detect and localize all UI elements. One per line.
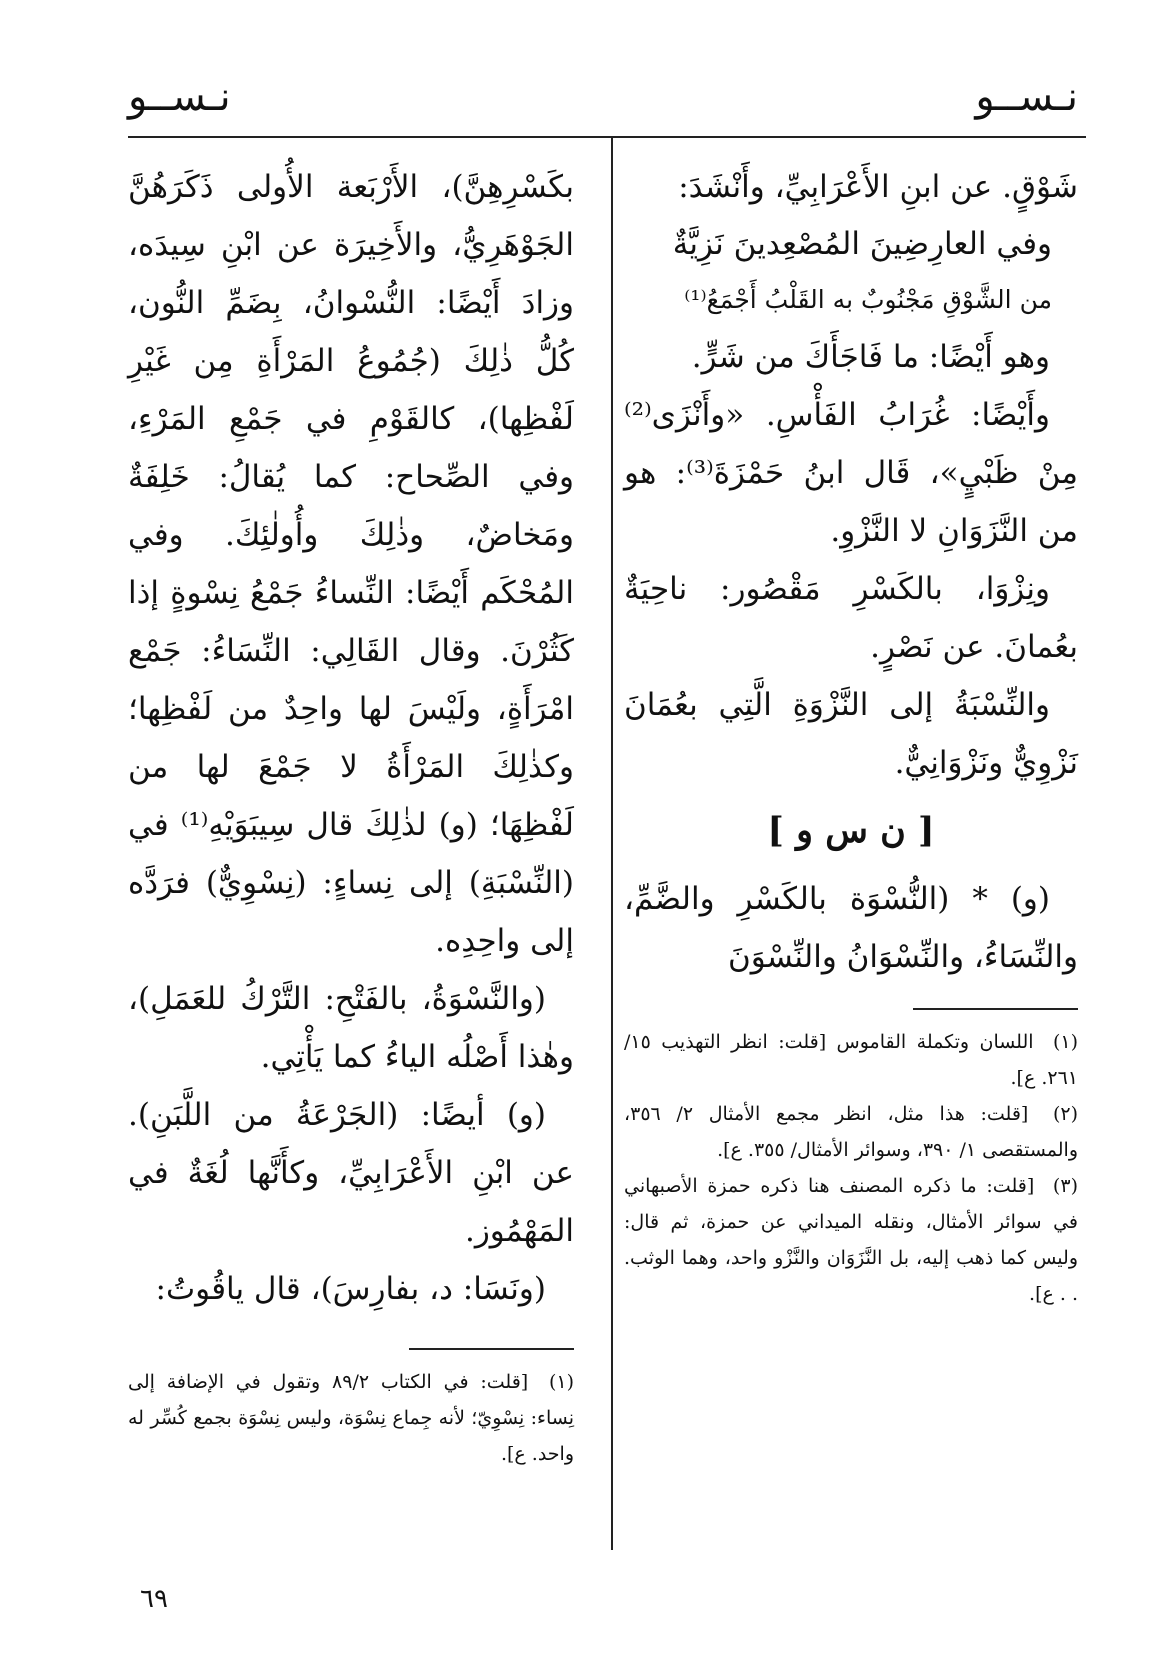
verse-line: وفي العارِضِينَ المُصْعِدينَ نَزِيَّةٌ	[672, 226, 1052, 262]
paragraph: (و) أيضًا: (الجَرْعَةُ من اللَّبَنِ). عن ابْنِ الأَعْرَابِيِّ، وكأَنَّها لُغَةٌ في المَهْمُوز.	[128, 1097, 574, 1249]
paragraph: والنِّسْبَةُ إلى النَّزْوَةِ الَّتِي بعُمَانَ نَزْوِيٌّ ونَزْوَانِيٌّ.	[624, 687, 1078, 781]
footnote	[624, 1168, 1078, 1312]
footnote-number: (١)	[548, 1370, 575, 1393]
verse-line: من الشَّوْقِ مَجْنُوبٌ به القَلْبُ أَجْمَعُ⁽¹⁾	[684, 285, 1052, 314]
footnote-number: (٣)	[1052, 1174, 1078, 1197]
right-column-body	[624, 158, 1078, 986]
paragraph: ونِزْوَا، بالكَسْرِ مَقْصُور: ناحِيَةٌ بعُمانَ. عن نَصْرٍ.	[624, 571, 1078, 665]
paragraph: بكَسْرِهِنَّ)، الأَرْبَعة الأُولى ذَكَرَهُنَّ الجَوْهَرِيُّ، والأَخِيرَة عن ابْنِ سِيدَه، وزادَ أَيْضًا: النُّسْوانُ، بِضَمِّ النُّون، كُلُّ ذٰلِكَ (جُمُوعُ المَرْأَةِ مِن غَيْرِ لَفْظِها)، كالقَوْمِ في جَمْعِ المَرْءِ، وفي الصِّحاح: كما يُقالُ: خَلِفَةٌ ومَخاضٌ، وذٰلِكَ وأُولٰئِكَ. وفي المُحْكَم أَيْضًا: النِّساءُ جَمْعُ نِسْوةٍ إذا كَثُرْنَ. وقال القَالِي: النِّسَاءُ: جَمْع امْرَأَةٍ، ولَيْسَ لها واحِدٌ من لَفْظِها؛ وكذٰلِكَ المَرْأَةُ لا جَمْعَ لها من لَفْظِهَا؛ (و) لذٰلِكَ قال سِيبَوَيْهِ⁽¹⁾ في (النِّسْبَةِ) إلى نِساءٍ: (نِسْوِيٌّ) فرَدَّه إلى واحِدِه.	[128, 169, 574, 959]
paragraph: شَوْقٍ. عن ابنِ الأَعْرَابِيِّ، وأَنْشَدَ:	[678, 169, 1078, 205]
left-column-body	[128, 158, 574, 1318]
header-root-word-left: نـســو	[128, 74, 231, 120]
footnote-text: اللسان وتكملة القاموس [قلت: انظر التهذيب ١٥/ ٢٦١. ع].	[624, 1030, 1078, 1089]
footnote-divider	[913, 1008, 1078, 1010]
paragraph: (و) * (النُّسْوَة بالكَسْرِ والضَّمِّ، والنِّسَاءُ، والنِّسْوَانُ والنِّسْوَنَ	[624, 881, 1078, 975]
footnote-number: (١)	[1052, 1030, 1078, 1053]
right-column	[624, 158, 1078, 1312]
paragraph: (ونَسَا: د، بفارِسَ)، قال ياقُوتُ:	[155, 1271, 546, 1307]
paragraph: وأَيْضًا: غُرَابُ الفَأْسِ. «وأَنْزَى⁽²⁾ مِنْ ظَبْيٍ»، قَال ابنُ حَمْزَةَ⁽³⁾: هو من النَّزَوَانِ لا النَّزْوِ.	[624, 397, 1078, 549]
footnote	[624, 1096, 1078, 1168]
footnote-number: (٢)	[1052, 1102, 1078, 1125]
column-divider	[611, 138, 613, 1550]
header-root-word-right: نـســو	[975, 74, 1078, 120]
header-divider	[128, 136, 1086, 138]
footnote-text: [قلت: في الكتاب ٨٩/٢ وتقول في الإضافة إلى نِساء: نِسْوِيّ؛ لأنه جِماع نِسْوَة، وليس نِسْوَة بجمع كُسِّر له واحد. ع].	[128, 1370, 574, 1465]
page-number: ٦٩	[140, 1584, 168, 1614]
poetry-verse	[624, 216, 1078, 328]
footnote-text: [قلت: هذا مثل، انظر مجمع الأمثال ٢/ ٣٥٦، والمستقصى ١/ ٣٩٠، وسوائر الأمثال/ ٣٥٥. ع].	[624, 1102, 1078, 1161]
footnote	[128, 1364, 574, 1472]
right-footnotes	[624, 1024, 1078, 1312]
left-footnotes	[128, 1364, 574, 1472]
footnote-text: [قلت: ما ذكره المصنف هنا ذكره حمزة الأصبهاني في سوائر الأمثال، ونقله الميداني عن حمزة، ثم قال: وليس كما ذهب إليه، بل النَّزَوَان والنَّزْو واحد، وهما الوثب. . . ع].	[624, 1174, 1078, 1305]
footnote	[624, 1024, 1078, 1096]
left-column	[128, 158, 574, 1472]
paragraph: (والنَّسْوَةُ، بالفَتْحِ: التَّرْكُ للعَمَلِ)، وهٰذا أَصْلُه الياءُ كما يَأْتِي.	[128, 981, 574, 1075]
paragraph: وهو أَيْضًا: ما فَاجَأَكَ من شَرٍّ.	[691, 339, 1050, 375]
entry-root-heading: [ ن س و ]	[767, 810, 935, 851]
footnote-divider	[409, 1348, 574, 1350]
